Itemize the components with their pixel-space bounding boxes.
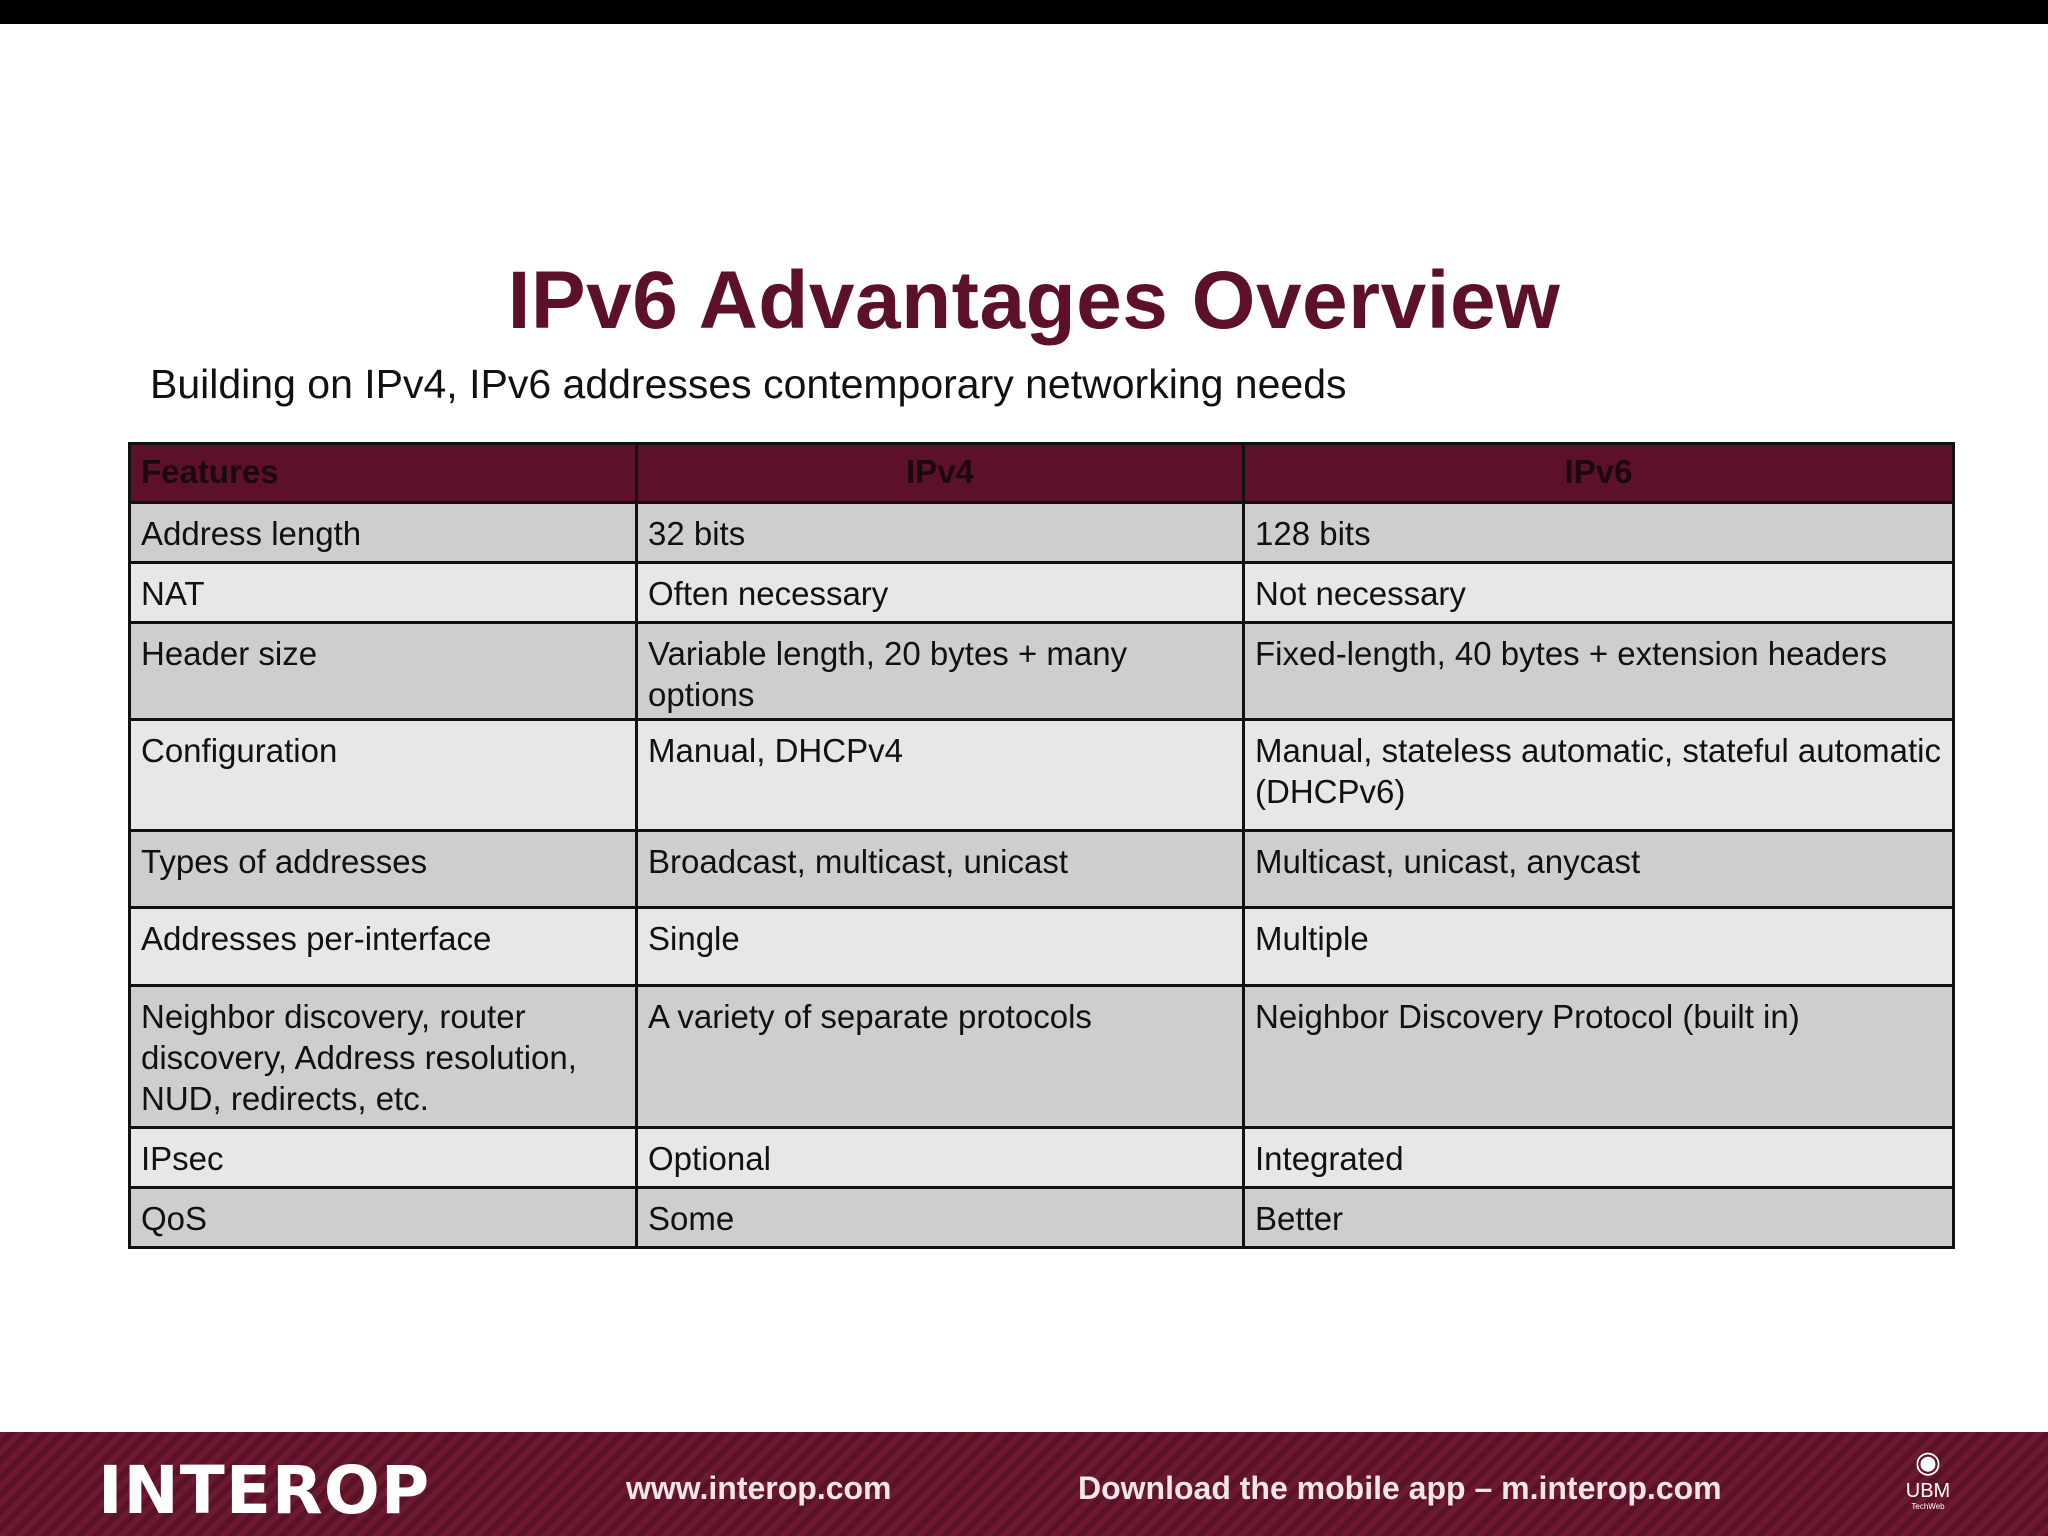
ipv6-cell: Fixed-length, 40 bytes + extension headers [1244, 623, 1954, 720]
table-row [130, 1128, 1954, 1188]
ipv4-cell: Single [637, 908, 1244, 986]
ubm-logo [1896, 1446, 1960, 1512]
ipv6-cell: Manual, stateless automatic, stateful automatic (DHCPv6) [1244, 720, 1954, 831]
table-row [130, 720, 1954, 831]
ipv4-cell: A variety of separate protocols [637, 986, 1244, 1128]
comparison-table [128, 442, 1955, 1249]
table-row [130, 986, 1954, 1128]
interop-logo: INTEROP [98, 1452, 431, 1529]
ipv6-cell: Neighbor Discovery Protocol (built in) [1244, 986, 1954, 1128]
ubm-label: UBM [1905, 1480, 1951, 1502]
table-row [130, 831, 1954, 908]
ubm-sublabel: TechWeb [1911, 1502, 1945, 1511]
feature-cell: Header size [130, 623, 637, 720]
header-features: Features [130, 444, 637, 503]
feature-cell: IPsec [130, 1128, 637, 1188]
top-black-bar [0, 0, 2048, 24]
ipv6-cell: Not necessary [1244, 563, 1954, 623]
footer-bar [0, 1432, 2048, 1536]
feature-cell: Configuration [130, 720, 637, 831]
slide-subtitle: Building on IPv4, IPv6 addresses contemporary networking needs [150, 361, 1347, 407]
feature-cell: Addresses per-interface [130, 908, 637, 986]
ipv4-cell: Often necessary [637, 563, 1244, 623]
ipv4-cell: 32 bits [637, 503, 1244, 563]
footer-url: www.interop.com [626, 1470, 892, 1506]
table-row [130, 503, 1954, 563]
feature-cell: Address length [130, 503, 637, 563]
ubm-logo-icon: ◉ [1914, 1446, 1942, 1479]
ipv6-cell: 128 bits [1244, 503, 1954, 563]
footer-app-text: Download the mobile app – m.interop.com [1078, 1470, 1722, 1506]
feature-cell: NAT [130, 563, 637, 623]
ipv6-cell: Multicast, unicast, anycast [1244, 831, 1954, 908]
slide-title: IPv6 Advantages Overview [507, 255, 1561, 346]
table-row [130, 563, 1954, 623]
feature-cell: QoS [130, 1188, 637, 1248]
table-header-row [130, 444, 1954, 503]
header-ipv6: IPv6 [1244, 444, 1954, 503]
ipv4-cell: Some [637, 1188, 1244, 1248]
feature-cell: Neighbor discovery, router discovery, Address resolution, NUD, redirects, etc. [130, 986, 637, 1128]
ipv4-cell: Optional [637, 1128, 1244, 1188]
header-ipv4: IPv4 [637, 444, 1244, 503]
ipv4-cell: Manual, DHCPv4 [637, 720, 1244, 831]
ipv6-cell: Better [1244, 1188, 1954, 1248]
ipv4-cell: Variable length, 20 bytes + many options [637, 623, 1244, 720]
table-row [130, 908, 1954, 986]
table-row [130, 1188, 1954, 1248]
ipv6-cell: Multiple [1244, 908, 1954, 986]
table-row [130, 623, 1954, 720]
ipv4-cell: Broadcast, multicast, unicast [637, 831, 1244, 908]
feature-cell: Types of addresses [130, 831, 637, 908]
ipv6-cell: Integrated [1244, 1128, 1954, 1188]
